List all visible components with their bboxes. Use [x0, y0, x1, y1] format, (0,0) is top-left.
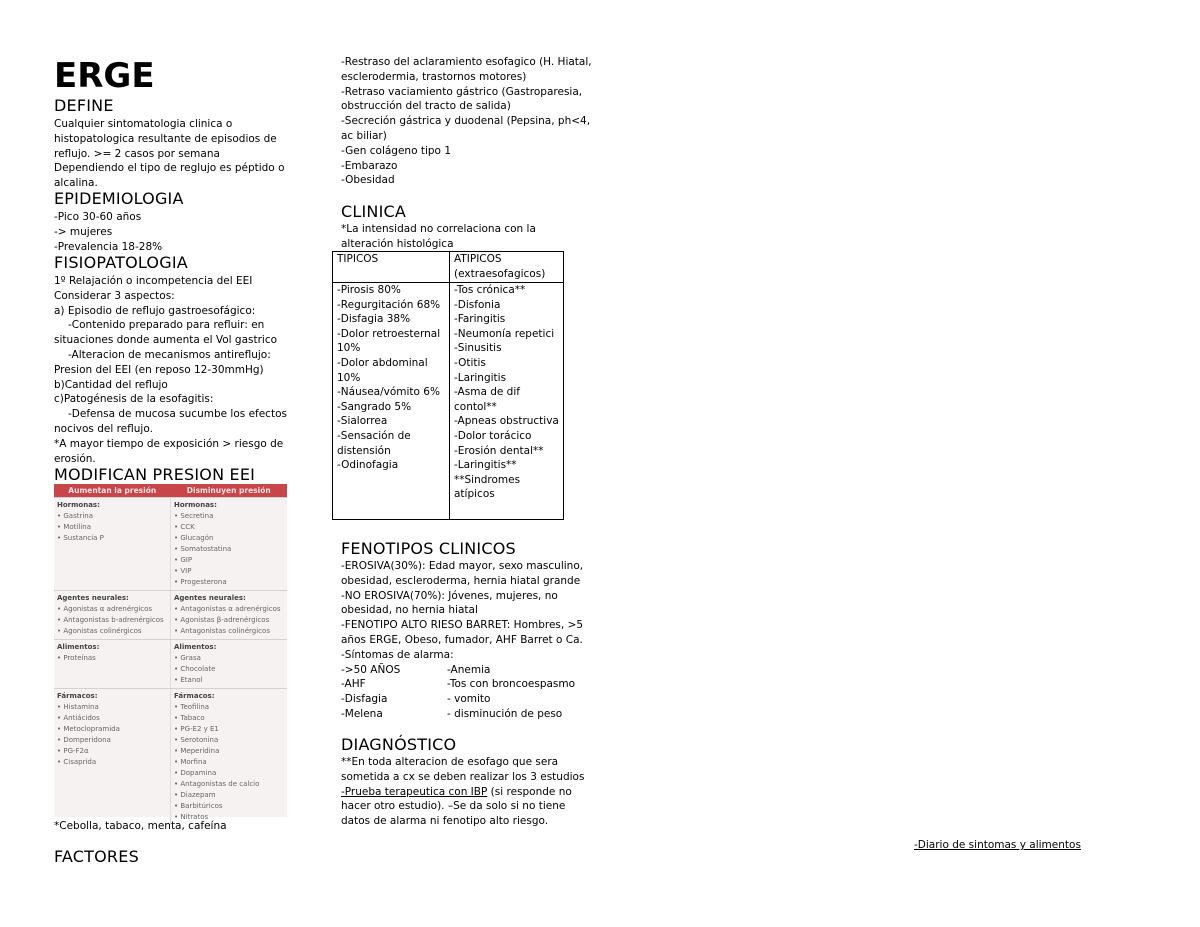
group-item-text: Barbitúricos	[180, 802, 223, 810]
bullet-icon: •	[174, 567, 181, 575]
group-item-text: Nitratos	[180, 813, 209, 821]
atipicos-item: -Disfonia	[454, 298, 501, 311]
group-item	[174, 577, 284, 588]
group-item-text: Somatostatina	[180, 545, 232, 553]
group-item-text: Progesterona	[180, 578, 227, 586]
pressure-table-header	[54, 484, 287, 497]
group-item-text: Cisaprida	[63, 758, 97, 766]
tipicos-item: -Dolor abdominal	[337, 356, 428, 369]
modifican-note: *Cebolla, tabaco, menta, cafeína	[54, 820, 227, 832]
group-item	[174, 522, 284, 533]
define-heading: DEFINE	[54, 96, 114, 115]
decrease-column	[170, 640, 287, 688]
bullet-icon: •	[174, 780, 181, 788]
define-line: Cualquier sintomatologia clinica o	[54, 118, 233, 130]
group-item	[174, 653, 284, 664]
group-item	[57, 702, 167, 713]
alarm-row	[341, 707, 583, 722]
group-item-text: Teofilina	[180, 703, 210, 711]
bullet-icon: •	[174, 605, 181, 613]
group-item-text: Agonistas β-adrenérgicos	[180, 616, 270, 624]
group-item	[174, 604, 284, 615]
group-title: Fármacos:	[174, 692, 215, 700]
factores-line: -Retraso vaciamiento gástrico (Gastroparesia,	[341, 85, 583, 98]
tipicos-item: 10%	[337, 371, 361, 384]
bullet-icon: •	[57, 654, 64, 662]
factores-line: esclerodermia, trastornos motores)	[341, 70, 527, 83]
bullet-icon: •	[174, 616, 181, 624]
epidemiologia-line: -> mujeres	[54, 225, 113, 238]
tipicos-header-label: TIPICOS	[337, 253, 379, 265]
diario-note: -Diario de sintomas y alimentos	[914, 839, 1081, 851]
group-item-text: VIP	[180, 567, 192, 575]
tipicos-header	[333, 252, 450, 283]
group-item	[174, 790, 284, 801]
fenotipos-text	[341, 559, 583, 722]
group-title: Alimentos:	[174, 643, 217, 651]
bullet-icon: •	[174, 736, 181, 744]
factores-line: ac biliar)	[341, 129, 387, 142]
fenotipos-line: -FENOTIPO ALTO RIESO BARRET: Hombres, >5	[341, 619, 584, 632]
define-line: Dependiendo el tipo de reglujo es péptido o	[54, 162, 285, 175]
group-item-text: Grasa	[180, 654, 201, 662]
group-title: Alimentos:	[57, 643, 100, 651]
bullet-icon: •	[174, 747, 181, 755]
group-item	[57, 511, 167, 522]
bullet-icon: •	[174, 512, 181, 520]
group-item-text: Meperidina	[180, 747, 220, 755]
group-item	[174, 544, 284, 555]
diagnostico-heading: DIAGNÓSTICO	[341, 735, 457, 754]
bullet-icon: •	[57, 747, 64, 755]
fisio-line: 1º Relajación o incompetencia del EEI	[54, 275, 253, 287]
increase-column	[54, 689, 170, 825]
factores-line: -Gen colágeno tipo 1	[341, 144, 451, 157]
bullet-icon: •	[174, 725, 181, 733]
group-item	[57, 713, 167, 724]
fenotipos-heading: FENOTIPOS CLINICOS	[341, 539, 516, 558]
group-title: Agentes neurales:	[57, 594, 129, 602]
fisio-line: -Contenido preparado para refluir: en	[68, 319, 265, 332]
group-item	[57, 604, 167, 615]
group-item	[57, 757, 167, 768]
bullet-icon: •	[174, 578, 181, 586]
tipicos-item: -Dolor retroesternal	[337, 327, 441, 340]
diagnostico-line	[341, 785, 584, 800]
group-item	[174, 757, 284, 768]
atipicos-item: -Erosión dental**	[454, 444, 544, 457]
group-item-text: Antagonistas α adrenérgicos	[180, 605, 281, 613]
group-title: Fármacos:	[57, 692, 98, 700]
fenotipos-line: -NO EROSIVA(70%): Jóvenes, mujeres, no	[341, 589, 558, 602]
bullet-icon: •	[174, 654, 181, 662]
fisio-line: b)Cantidad del reflujo	[54, 378, 168, 391]
bullet-icon: •	[57, 512, 64, 520]
clinica-intro-line: *La intensidad no correlaciona con la	[341, 223, 536, 235]
group-item	[57, 724, 167, 735]
clinica-intro	[341, 222, 536, 252]
atipicos-header-sublabel: (extraesofagicos)	[454, 267, 546, 280]
fisio-line: situaciones donde aumenta el Vol gastrico	[54, 334, 278, 347]
group-item	[57, 653, 167, 664]
group-title: Hormonas:	[174, 501, 217, 509]
bullet-icon: •	[57, 523, 64, 531]
factores-line: -Secreción gástrica y duodenal (Pepsina, ph<4,	[341, 115, 591, 128]
increase-column	[54, 640, 170, 688]
atipicos-item: -Tos crónica**	[454, 284, 526, 296]
fisio-line: nocivos del reflujo.	[54, 422, 153, 435]
factores-line: obstrucción del tracto de salida)	[341, 100, 511, 113]
bullet-icon: •	[57, 703, 64, 711]
fisio-line: -Defensa de mucosa sucumbe los efectos	[68, 408, 287, 421]
atipicos-item: -Laringitis	[454, 371, 507, 384]
group-item	[57, 533, 167, 544]
group-item	[174, 664, 284, 675]
fisio-line: Considerar 3 aspectos:	[54, 289, 175, 302]
atipicos-item: -Faringitis	[454, 313, 506, 326]
decrease-column	[170, 498, 287, 590]
alarm-item: -Anemia	[447, 663, 491, 676]
alarm-row	[341, 677, 583, 692]
group-item	[174, 555, 284, 566]
atipicos-item: -Asma de dif	[454, 386, 520, 399]
clinica-intro-line: alteración histológica	[341, 237, 454, 250]
group-item	[174, 566, 284, 577]
prueba-terapeutica-link: -Prueba terapeutica con IBP	[341, 785, 488, 798]
group-item	[174, 702, 284, 713]
bullet-icon: •	[174, 769, 181, 777]
tipicos-item: -Regurgitación 68%	[337, 298, 441, 311]
pressure-table-row	[54, 688, 287, 825]
bullet-icon: •	[57, 534, 64, 542]
group-title: Agentes neurales:	[174, 594, 246, 602]
page-title: ERGE	[54, 56, 155, 96]
group-item-text: CCK	[180, 523, 195, 531]
group-item-text: Diazepam	[180, 791, 216, 799]
group-item-text: Sustancia P	[63, 534, 104, 542]
header-decrease: Disminuyen presión	[186, 486, 271, 495]
bullet-icon: •	[174, 813, 181, 821]
group-item-text: Chocolate	[180, 665, 216, 673]
alarm-row	[341, 692, 583, 707]
atipicos-item: atípicos	[454, 488, 495, 501]
tipicos-item: 10%	[337, 342, 361, 355]
diagnostico-text	[341, 755, 584, 829]
tipicos-list	[333, 283, 450, 520]
decrease-column	[170, 591, 287, 639]
atipicos-item: contol**	[454, 400, 497, 413]
group-item	[174, 746, 284, 757]
bullet-icon: •	[57, 605, 64, 613]
diagnostico-line: datos de alarma ni fenotipo alto riesgo.	[341, 815, 549, 828]
fenotipos-line: obesidad, escleroderma, hernia hiatal grande	[341, 574, 581, 587]
bullet-icon: •	[174, 556, 181, 564]
group-item	[57, 522, 167, 533]
group-item-text: Morfina	[180, 758, 207, 766]
fisiopatologia-heading: FISIOPATOLOGIA	[54, 253, 188, 272]
fisio-line: -Alteracion de mecanismos antireflujo:	[68, 348, 271, 361]
group-item-text: Dopamina	[180, 769, 217, 777]
bullet-icon: •	[174, 758, 181, 766]
clinica-table	[332, 251, 564, 520]
group-item	[174, 675, 284, 686]
group-item-text: Metoclopramida	[63, 725, 120, 733]
bullet-icon: •	[57, 736, 64, 744]
bullet-icon: •	[174, 802, 181, 810]
group-item-text: PG-F2α	[63, 747, 89, 755]
pressure-table-image	[54, 484, 287, 821]
define-line: reflujo. >= 2 casos por semana	[54, 147, 220, 160]
tipicos-item: distensión	[337, 444, 391, 457]
group-item-text: Domperidona	[63, 736, 111, 744]
diagnostico-line: hacer otro estudio). –Se da solo si no tiene	[341, 800, 566, 813]
group-item-text: PG-E2 y E1	[180, 725, 219, 733]
group-item	[174, 713, 284, 724]
factores-line: -Obesidad	[341, 174, 395, 187]
atipicos-item: -Sinusitis	[454, 342, 502, 355]
factores-line: -Embarazo	[341, 159, 398, 172]
alarm-item: -Melena	[341, 707, 383, 720]
bullet-icon: •	[174, 676, 181, 684]
group-item-text: Proteínas	[63, 654, 96, 662]
clinica-heading: CLINICA	[341, 202, 407, 221]
define-line: histopatologica resultante de episodios de	[54, 132, 277, 145]
atipicos-header-label: ATIPICOS	[454, 253, 502, 265]
group-item-text: Gastrina	[63, 512, 94, 520]
group-item	[174, 626, 284, 637]
group-item-text: Agonistas α adrenérgicos	[63, 605, 153, 613]
bullet-icon: •	[174, 791, 181, 799]
tipicos-item: -Náusea/vómito 6%	[337, 386, 440, 399]
bullet-icon: •	[174, 627, 181, 635]
bullet-icon: •	[57, 714, 64, 722]
group-item-text: Motilina	[63, 523, 91, 531]
decrease-column	[170, 689, 287, 825]
alarm-item: -Disfagia	[341, 693, 388, 706]
bullet-icon: •	[174, 545, 181, 553]
bullet-icon: •	[57, 725, 64, 733]
epidemiologia-line: -Prevalencia 18-28%	[54, 240, 163, 253]
define-text	[54, 117, 294, 191]
tipicos-item: -Pirosis 80%	[337, 284, 401, 296]
group-item-text: Etanol	[180, 676, 203, 684]
atipicos-header	[450, 252, 564, 283]
group-item-text: Serotonina	[180, 736, 219, 744]
alarm-item: - disminución de peso	[447, 707, 563, 720]
group-item	[174, 615, 284, 626]
group-item	[57, 735, 167, 746]
pressure-table-row	[54, 497, 287, 590]
tipicos-item: -Sensación de	[337, 429, 411, 442]
group-item-text: Antagonistas de calcio	[180, 780, 260, 788]
bullet-icon: •	[174, 703, 181, 711]
fenotipos-line: obesidad, no hernia hiatal	[341, 604, 478, 617]
diagnostico-line-rest: (si responde no	[487, 785, 572, 798]
bullet-icon: •	[174, 665, 181, 673]
group-item	[174, 735, 284, 746]
fenotipos-line: -Síntomas de alarma:	[341, 648, 454, 661]
epidemiologia-line: -Pico 30-60 años	[54, 211, 142, 223]
pressure-table-row	[54, 590, 287, 639]
tipicos-item: -Odinofagia	[337, 459, 399, 472]
bullet-icon: •	[57, 616, 64, 624]
bullet-icon: •	[174, 534, 181, 542]
pressure-table-row	[54, 639, 287, 688]
bullet-icon: •	[57, 627, 64, 635]
alarm-row	[341, 663, 583, 678]
increase-column	[54, 498, 170, 590]
diagnostico-line: **En toda alteracion de esofago que sera	[341, 756, 559, 768]
factores-line: -Restraso del aclaramiento esofagico (H. Hiatal,	[341, 56, 592, 68]
atipicos-item: -Apneas obstructiva	[454, 415, 559, 428]
atipicos-list	[450, 283, 564, 520]
group-item-text: Antagonistas colinérgicos	[180, 627, 270, 635]
bullet-icon: •	[174, 714, 181, 722]
fisio-line: *A mayor tiempo de exposición > riesgo de	[54, 437, 284, 450]
factores-heading: FACTORES	[54, 847, 139, 866]
fenotipos-line: años ERGE, Obeso, fumador, AHF Barret o Ca.	[341, 633, 583, 646]
group-item-text: Histamina	[63, 703, 99, 711]
alarm-item: -AHF	[341, 678, 366, 691]
group-item	[174, 533, 284, 544]
group-item	[174, 801, 284, 812]
fisio-line: a) Episodio de reflujo gastroesofágico:	[54, 304, 256, 317]
bullet-icon: •	[174, 523, 181, 531]
tipicos-item: -Disfagia 38%	[337, 313, 411, 326]
group-item-text: Glucagón	[180, 534, 214, 542]
modifican-heading: MODIFICAN PRESION EEI	[54, 465, 256, 484]
fisiopatologia-text	[54, 274, 287, 466]
alarm-item: ->50 AÑOS	[341, 663, 401, 676]
group-item-text: Secretina	[180, 512, 214, 520]
group-item-text: Agonistas colinérgicos	[63, 627, 142, 635]
group-item	[57, 626, 167, 637]
atipicos-item: -Laringitis**	[454, 459, 517, 472]
epidemiologia-text	[54, 210, 162, 254]
atipicos-item: -Otitis	[454, 356, 486, 369]
alarm-item: -Tos con broncoespasmo	[447, 678, 576, 691]
bullet-icon: •	[57, 758, 64, 766]
group-item-text: Antiácidos	[63, 714, 100, 722]
group-item	[174, 768, 284, 779]
tipicos-item: -Sialorrea	[337, 415, 388, 428]
atipicos-item: -Dolor torácico	[454, 429, 532, 442]
header-increase: Aumentan la presión	[68, 486, 157, 495]
group-item-text: GIP	[180, 556, 193, 564]
group-item	[174, 511, 284, 522]
tipicos-item: -Sangrado 5%	[337, 400, 412, 413]
pressure-table-body	[54, 497, 287, 825]
fisio-line: c)Patogénesis de la esofagitis:	[54, 393, 214, 406]
atipicos-item: -Neumonía repetici	[454, 327, 555, 340]
group-item-text: Tabaco	[180, 714, 205, 722]
fisio-line: Presion del EEI (en reposo 12-30mmHg)	[54, 363, 264, 376]
fisio-line: erosión.	[54, 452, 96, 465]
group-item-text: Antagonistas b-adrenérgicos	[63, 616, 164, 624]
group-item	[57, 615, 167, 626]
fenotipos-line: -EROSIVA(30%): Edad mayor, sexo masculino,	[341, 560, 584, 572]
diagnostico-line: sometida a cx se deben realizar los 3 estudios	[341, 770, 585, 783]
group-item	[57, 746, 167, 757]
define-line: alcalina.	[54, 177, 98, 190]
alarm-item: - vomito	[447, 693, 491, 706]
increase-column	[54, 591, 170, 639]
epidemiologia-heading: EPIDEMIOLOGIA	[54, 189, 184, 208]
group-title: Hormonas:	[57, 501, 100, 509]
group-item	[174, 724, 284, 735]
atipicos-item: **Sindromes	[454, 473, 521, 486]
factores-text	[341, 55, 592, 188]
group-item	[174, 779, 284, 790]
